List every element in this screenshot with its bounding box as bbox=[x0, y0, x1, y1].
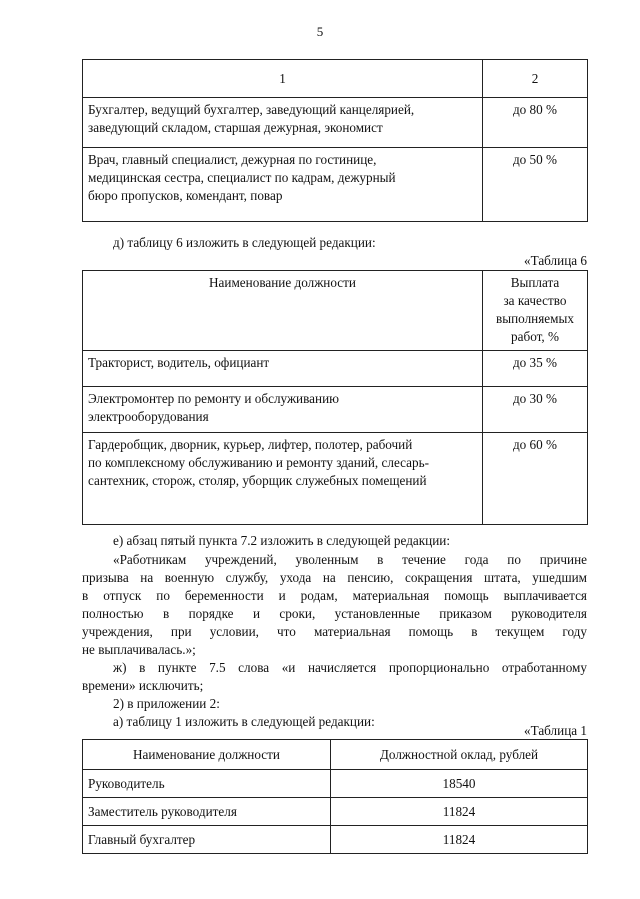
quote-line: полностью в порядке и сроки, установленные приказом руководителя bbox=[82, 606, 587, 621]
salary-value-cell: 18540 bbox=[331, 770, 588, 798]
payment-value-cell: до 35 % bbox=[483, 351, 588, 387]
quote-line: не выплачивалась.»; bbox=[82, 642, 196, 657]
position-name-cell: Руководитель bbox=[83, 770, 331, 798]
table-row bbox=[83, 387, 588, 433]
column-number-1: 1 bbox=[83, 60, 483, 98]
position-name-cell: Главный бухгалтер bbox=[83, 826, 331, 854]
table-header-row bbox=[83, 740, 588, 770]
page-number: 5 bbox=[316, 24, 324, 39]
table-row bbox=[83, 433, 588, 525]
table-row bbox=[83, 798, 588, 826]
quote-line: в отпуск по беременности и родам, материальная помощь выплачивается bbox=[82, 588, 587, 603]
position-name-cell: Гардеробщик, дворник, курьер, лифтер, полотер, рабочий по комплексному обслуживанию и ремонту зданий, слесарь- сантехник, сторож, столяр, уборщик служебных помещений bbox=[83, 433, 483, 525]
item-2-text: 2) в приложении 2: bbox=[113, 696, 220, 711]
item-e-text: е) абзац пятый пункта 7.2 изложить в следующей редакции: bbox=[113, 533, 451, 548]
table-row bbox=[83, 351, 588, 387]
table1-caption: «Таблица 1 bbox=[524, 723, 587, 738]
item-zh-line: времени» исключить; bbox=[82, 678, 204, 693]
item-a-text: а) таблицу 1 изложить в следующей редакции: bbox=[113, 714, 375, 729]
table-header-row bbox=[83, 60, 588, 98]
allowance-value-cell: до 50 % bbox=[483, 148, 588, 222]
position-name-cell: Электромонтер по ремонту и обслуживанию электрооборудования bbox=[83, 387, 483, 433]
quote-line: «Работникам учреждений, уволенным в течение года по причине bbox=[113, 552, 587, 567]
table-header-row bbox=[83, 271, 588, 351]
header-payment-quality: Выплата за качество выполняемых работ, % bbox=[483, 271, 588, 351]
quote-line: призыва на военную службу, ухода на пенсию, сокращения штата, ушедшим bbox=[82, 570, 587, 585]
table-row bbox=[83, 770, 588, 798]
salary-value-cell: 11824 bbox=[331, 798, 588, 826]
quote-line: учреждения, при условии, что материальная помощь в текущем году bbox=[82, 624, 587, 639]
item-zh-line: ж) в пункте 7.5 слова «и начисляется пропорционально отработанному bbox=[113, 660, 587, 675]
table-1-salaries bbox=[82, 739, 588, 854]
header-position-name: Наименование должности bbox=[83, 271, 483, 351]
continued-allowance-table bbox=[82, 59, 588, 222]
position-name-cell: Бухгалтер, ведущий бухгалтер, заведующий канцелярией, заведующий складом, старшая дежурная, экономист bbox=[83, 98, 483, 148]
allowance-value-cell: до 80 % bbox=[483, 98, 588, 148]
table6-caption: «Таблица 6 bbox=[524, 253, 587, 268]
header-salary: Должностной оклад, рублей bbox=[331, 740, 588, 770]
position-name-cell: Тракторист, водитель, официант bbox=[83, 351, 483, 387]
column-number-2: 2 bbox=[483, 60, 588, 98]
header-position-name: Наименование должности bbox=[83, 740, 331, 770]
salary-value-cell: 11824 bbox=[331, 826, 588, 854]
table-row bbox=[83, 826, 588, 854]
table-row bbox=[83, 148, 588, 222]
position-name-cell: Врач, главный специалист, дежурная по гостинице, медицинская сестра, специалист по кадрам, дежурный бюро пропусков, комендант, повар bbox=[83, 148, 483, 222]
payment-value-cell: до 60 % bbox=[483, 433, 588, 525]
item-d-text: д) таблицу 6 изложить в следующей редакции: bbox=[113, 235, 376, 250]
position-name-cell: Заместитель руководителя bbox=[83, 798, 331, 826]
table-row bbox=[83, 98, 588, 148]
table-6 bbox=[82, 270, 588, 525]
payment-value-cell: до 30 % bbox=[483, 387, 588, 433]
